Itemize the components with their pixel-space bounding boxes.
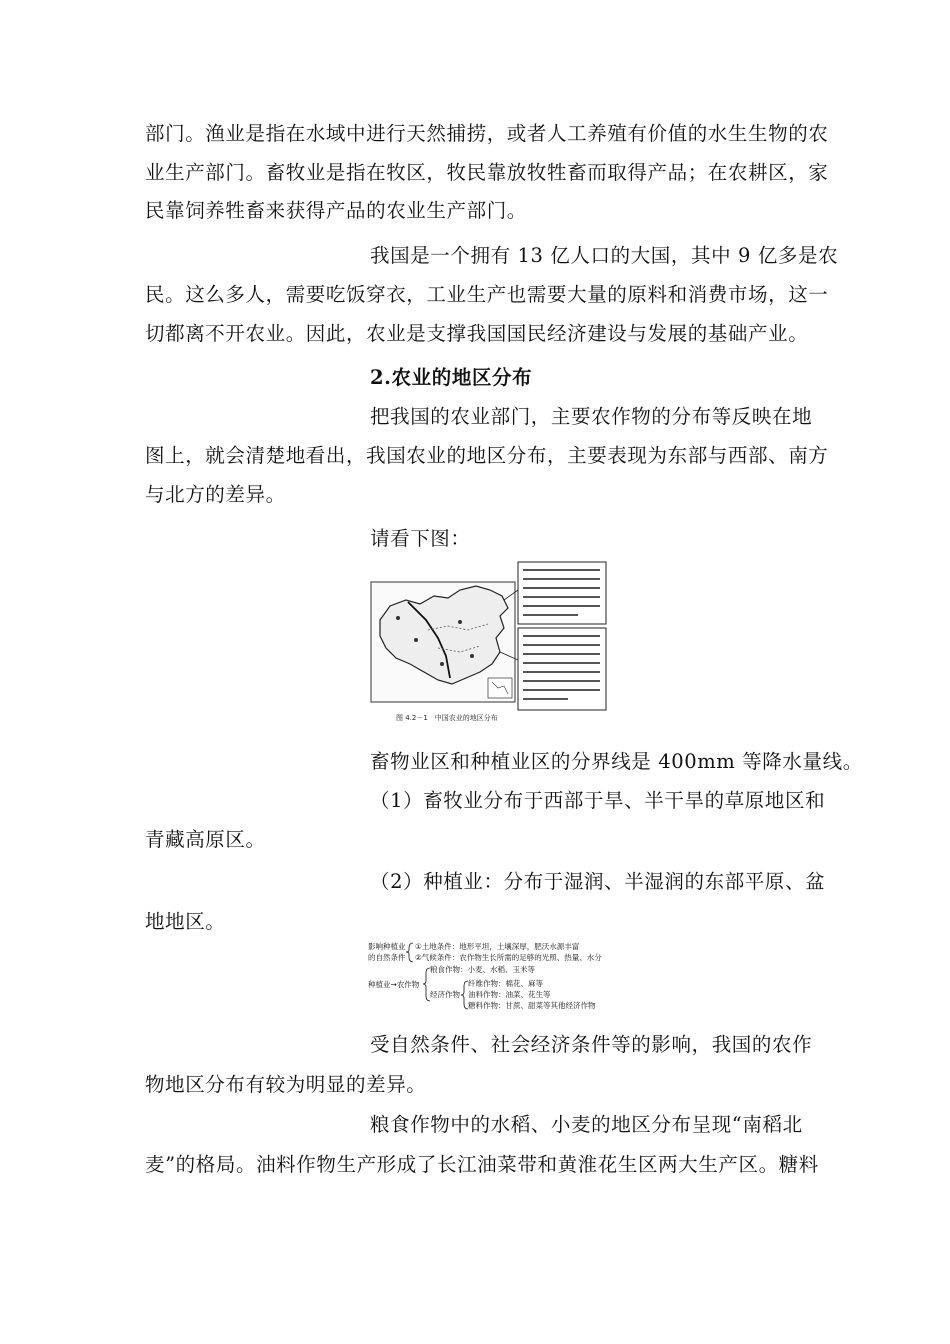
paragraph-line: 民靠饲养牲畜来获得产品的农业生产部门。 bbox=[145, 199, 527, 222]
diagram-oil: 油料作物：油菜、花生等 bbox=[468, 990, 551, 999]
paragraph-line: 与北方的差异。 bbox=[145, 483, 286, 506]
map-callout-bottom bbox=[518, 628, 606, 710]
paragraph-line: 把我国的农业部门，主要农作物的分布等反映在地 bbox=[370, 405, 813, 428]
paragraph-line: 粮食作物中的水稻、小麦的地区分布呈现“南稻北 bbox=[370, 1113, 803, 1136]
paragraph-line: 民。这么多人，需要吃饭穿衣，工业生产也需要大量的原料和消费市场，这一 bbox=[145, 283, 829, 306]
paragraph-line: 受自然条件、社会经济条件等的影响，我国的农作 bbox=[370, 1033, 813, 1056]
paragraph-line: 切都离不开农业。因此，农业是支撑我国国民经济建设与发展的基础产业。 bbox=[145, 322, 809, 345]
paragraph-line: （2）种植业：分布于湿润、半湿润的东部平原、盆 bbox=[370, 870, 826, 893]
diagram-grain: 粮食作物：小麦、水稻、玉米等 bbox=[430, 965, 535, 974]
diagram-fiber: 纤维作物：棉花、麻等 bbox=[468, 979, 543, 988]
diagram-sugar: 糖料作物：甘蔗、甜菜等其他经济作物 bbox=[468, 1001, 596, 1010]
paragraph-line: 我国是一个拥有 13 亿人口的大国，其中 9 亿多是农 bbox=[370, 244, 839, 267]
diagram-econ: 经济作物 bbox=[430, 990, 460, 999]
paragraph-line: 部门。渔业是指在水域中进行天然捕捞，或者人工养殖有价值的水生生物的农 bbox=[145, 122, 829, 145]
planting-factors-diagram bbox=[368, 940, 618, 1014]
diagram-label: 影响种植业 bbox=[368, 942, 406, 951]
paragraph-line: 麦”的格局。油料作物生产形成了长江油菜带和黄淮花生区两大生产区。糖料 bbox=[145, 1153, 819, 1176]
paragraph-line: 业生产部门。畜牧业是指在牧区，牧民靠放牧牲畜而取得产品；在农耕区，家 bbox=[145, 161, 829, 184]
diagram-root: 种植业→农作物 bbox=[368, 980, 420, 989]
paragraph-line: 畜物业区和种植业区的分界线是 400mm 等降水量线。 bbox=[370, 750, 863, 773]
china-agriculture-map-figure bbox=[368, 560, 610, 732]
paragraph-line: （1）畜牧业分布于西部于旱、半干旱的草原地区和 bbox=[370, 789, 826, 812]
paragraph-line: 物地区分布有较为明显的差异。 bbox=[145, 1073, 427, 1096]
section-heading: 2.农业的地区分布 bbox=[370, 366, 533, 389]
paragraph-line: 图上，就会清楚地看出，我国农业的地区分布，主要表现为东部与西部、南方 bbox=[145, 444, 829, 467]
diagram-label: 的自然条件 bbox=[368, 953, 406, 962]
diagram-condition: ①土地条件：地形平坦，土壤深厚，肥沃水源丰富 bbox=[415, 942, 580, 951]
paragraph-line: 青藏高原区。 bbox=[145, 828, 266, 851]
map-caption: 图 4.2－1 中国农业的地区分布 bbox=[396, 714, 498, 722]
diagram-condition: ②气候条件：农作物生长所需的足够的光照、热量、水分 bbox=[415, 953, 602, 962]
paragraph-line: 地地区。 bbox=[145, 910, 226, 933]
paragraph-line: 请看下图： bbox=[370, 527, 471, 550]
